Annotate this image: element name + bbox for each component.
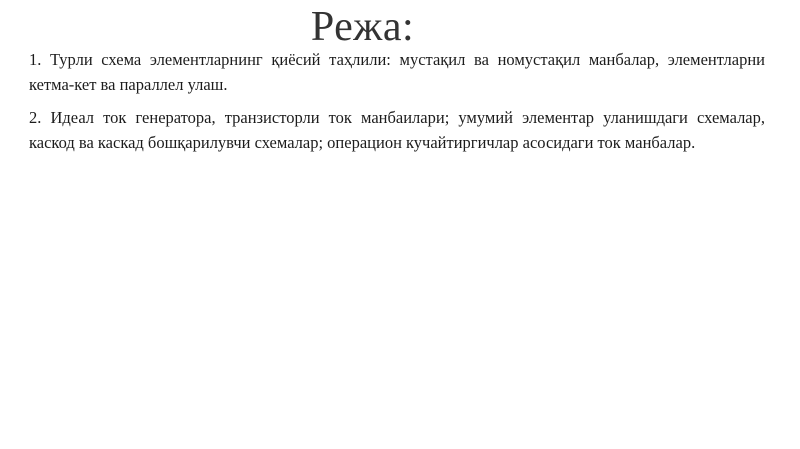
- slide-content: [29, 47, 765, 163]
- plan-item-2: 2. Идеал ток генератора, транзисторли ток манбаилари; умумий элементар уланишдаги схемалар, каскод ва каскад бошқарилувчи схемалар; операцион кучайтиргичлар асосидаги ток манбалар.: [29, 108, 765, 152]
- plan-item-1: 1. Турли схема элементларнинг қиёсий таҳлили: мустақил ва номустақил манбалар, элементларни кетма-кет ва параллел улаш.: [29, 50, 765, 94]
- slide-title: Режа:: [310, 4, 415, 50]
